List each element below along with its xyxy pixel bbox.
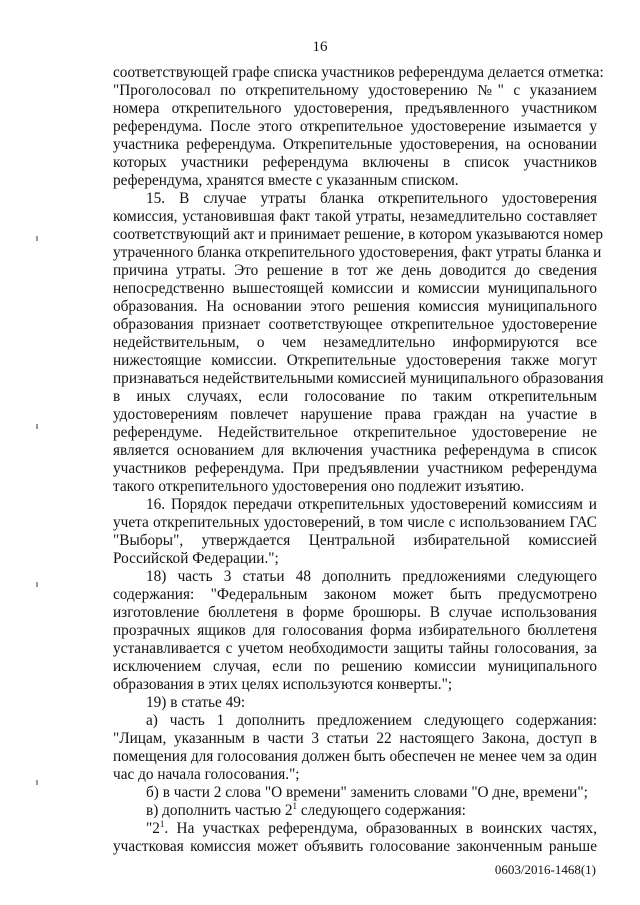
text-line: нижестоящие комиссии. Открепительные удостоверения также могут	[113, 352, 597, 369]
text-line: является основанием для включения участника референдума в список	[113, 442, 597, 459]
text-line: комиссия, установившая факт такой утраты, незамедлительно составляет	[113, 208, 597, 225]
margin-mark	[36, 780, 38, 785]
margin-mark	[36, 582, 38, 587]
text-line: такого открепительного удостоверения оно подлежит изъятию.	[113, 478, 525, 495]
text-line: участников референдума. При предъявлении участником референдума	[113, 460, 597, 477]
text-line: референдума, хранятся вместе с указанным списком.	[113, 172, 459, 189]
text-line: в иных случаях, если голосование по таким открепительным	[113, 388, 597, 405]
text-line: признаваться недействительными комиссией муниципального образования	[113, 370, 604, 387]
text-line: которых участники референдума включены в список участников	[113, 154, 597, 171]
text-line: номера открепительного удостоверения, предъявленного участником	[113, 100, 597, 117]
text-line: удостоверениям повлечет нарушение права граждан на участие в	[113, 406, 597, 423]
text-line: Российской Федерации.";	[113, 550, 279, 567]
text-line: участника референдума. Открепительные удостоверения, на основании	[113, 136, 597, 153]
text-line: непосредственно вышестоящей комиссии и комиссии муниципального	[113, 280, 597, 297]
text-line: референдуме. Недействительное открепительное удостоверение не	[113, 424, 597, 441]
margin-mark	[36, 424, 38, 429]
text-line: "Лицам, указанным в части 3 статьи 22 настоящего Закона, доступ в	[113, 730, 597, 747]
text-line: референдума. После этого открепительное удостоверение изымается у	[113, 118, 597, 135]
subitem-a: а) часть 1 дополнить предложением следующего содержания:	[146, 712, 597, 729]
text-line: образования в этих целях используются конверты.";	[113, 676, 453, 693]
paragraph-15-start: 15. В случае утраты бланка открепительного удостоверения	[146, 190, 597, 207]
text-line: причина утраты. Это решение в тот же день доводится до сведения	[113, 262, 597, 279]
text-line: исключением случая, если по решению комиссии муниципального	[113, 658, 597, 675]
margin-mark	[36, 236, 38, 241]
text-line: час до начала голосования.";	[113, 766, 300, 783]
paragraph-16-start: 16. Порядок передачи открепительных удостоверений комиссиям и	[146, 496, 597, 513]
text-line: "$2^1$. На участках референдума, образованных в воинских частях,	[146, 818, 597, 837]
text-line: недействительным, о чем незамедлительно информируются все	[113, 334, 597, 351]
text-line: образования. На основании этого решения комиссия муниципального	[113, 298, 597, 315]
text-line: утраченного бланка открепительного удостоверения, факт утраты бланка и	[113, 244, 602, 261]
subitem-b: б) в части 2 слова "О времени" заменить словами "О дне, времени";	[146, 784, 588, 801]
item-18-start: 18) часть 3 статьи 48 дополнить предложениями следующего	[146, 568, 597, 585]
text-line: помещения для голосования должен быть обеспечен не менее чем за один	[113, 748, 597, 765]
text-line: устанавливается с учетом необходимости защиты тайны голосования, за	[113, 640, 597, 657]
document-code: 0603/2016-1468(1)	[494, 862, 596, 877]
text-line: участковая комиссия может объявить голосование законченным раньше	[113, 838, 597, 855]
subitem-v: в) дополнить частью $2^1$ следующего содержания:	[146, 800, 466, 819]
item-19-heading: 19) в статье 49:	[146, 694, 246, 711]
text-line: образования признает соответствующее открепительное удостоверение	[113, 316, 597, 333]
text-line: "Проголосовал по открепительному удостоверению №" с указанием	[113, 82, 597, 99]
text-line: учета открепительных удостоверений, в том числе с использованием ГАС	[113, 514, 597, 531]
text-line: изготовление бюллетеня в форме брошюры. В случае использования	[113, 604, 597, 621]
text-line: соответствующий акт и принимает решение, в котором указываются номер	[113, 226, 603, 243]
text-line: "Выборы", утверждается Центральной избирательной комиссией	[113, 532, 597, 549]
text-line: прозрачных ящиков для голосования форма избирательного бюллетеня	[113, 622, 597, 639]
text-line: соответствующей графе списка участников референдума делается отметка:	[113, 64, 604, 81]
text-line: содержания: "Федеральным законом может быть предусмотрено	[113, 586, 597, 603]
page-number: 16	[312, 39, 328, 55]
